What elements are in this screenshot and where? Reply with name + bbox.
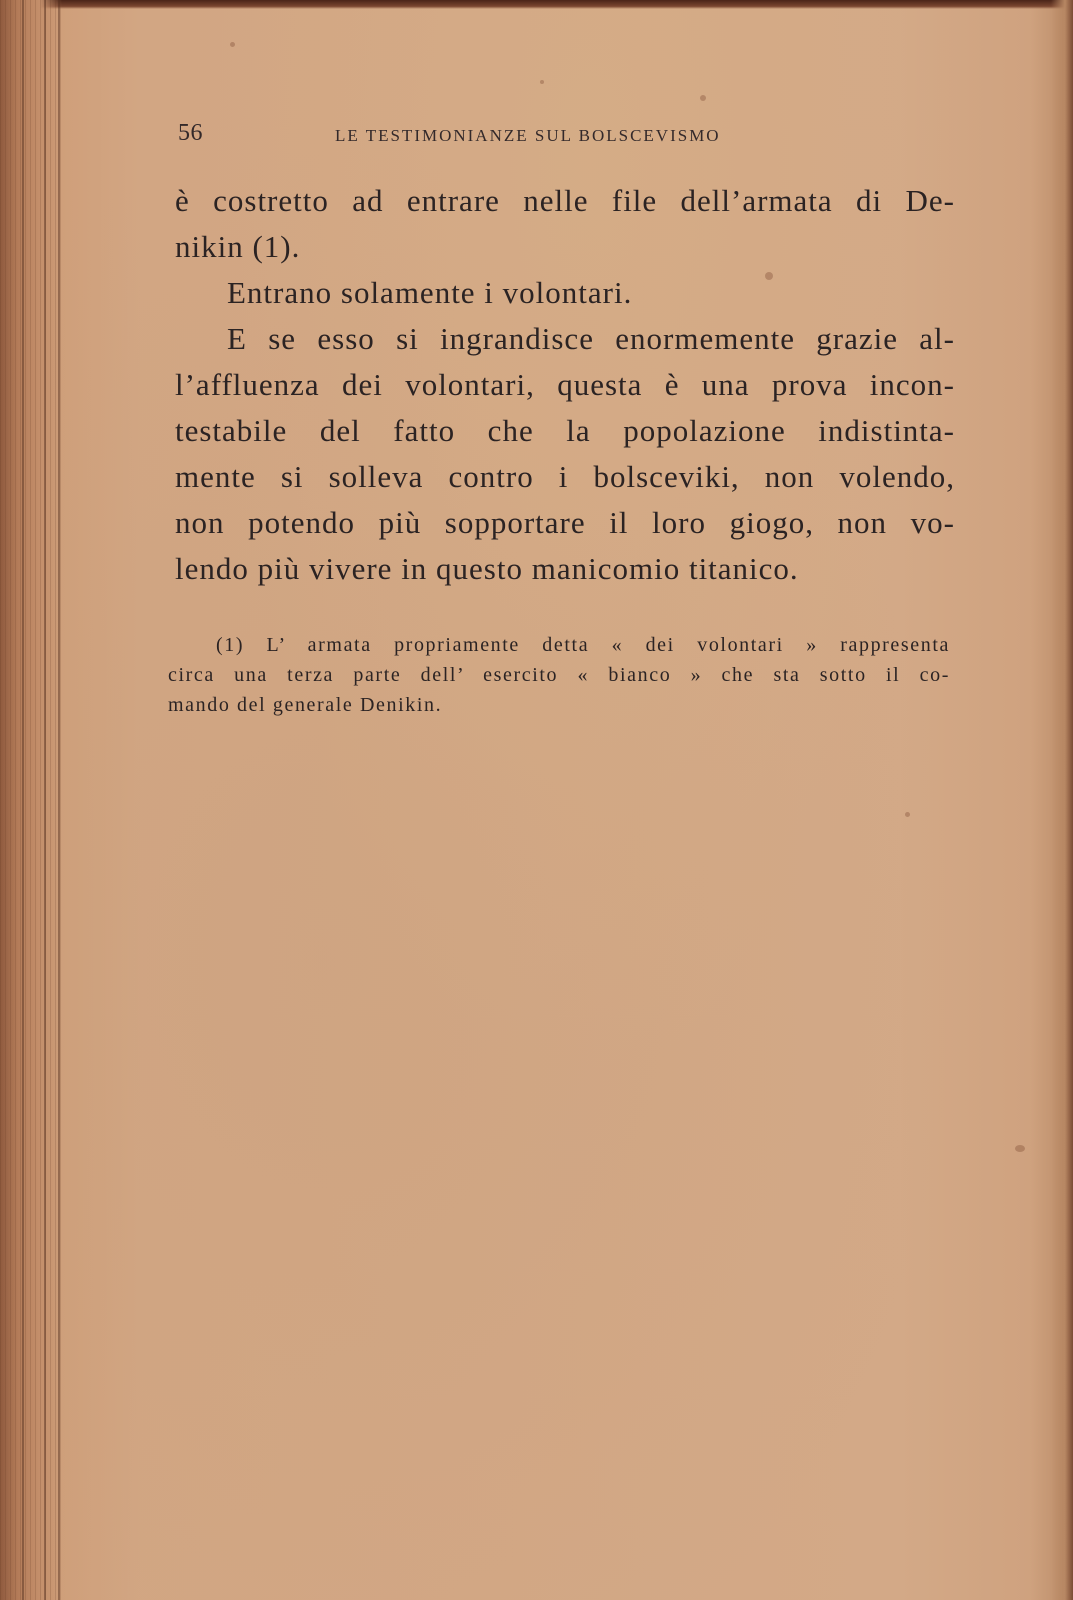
body-line: è costretto ad entrare nelle file dell’armata di De- xyxy=(175,183,955,218)
gutter-fold-line xyxy=(44,0,46,1600)
page-top-edge xyxy=(0,0,1073,9)
paper-speck xyxy=(230,42,235,47)
page-right-edge xyxy=(1051,0,1073,1600)
paper-speck xyxy=(540,80,544,84)
body-line: Entrano solamente i volontari. xyxy=(227,275,633,310)
body-line: l’affluenza dei volontari, questa è una prova incon- xyxy=(175,367,955,402)
body-paragraphs xyxy=(175,178,955,592)
paper-speck xyxy=(905,812,910,817)
paper-speck xyxy=(700,95,706,101)
body-line: mente si solleva contro i bolsceviki, non volendo, xyxy=(175,459,955,494)
running-head-title: LE TESTIMONIANZE SUL BOLSCEVISMO xyxy=(335,126,721,145)
footnote-line: circa una terza parte dell’ esercito « bianco » che sta sotto il co- xyxy=(168,664,950,686)
footnote-line: mando del generale Denikin. xyxy=(168,694,443,716)
page-number: 56 xyxy=(178,120,203,146)
footnote-line: (1) L’ armata propriamente detta « dei volontari » rappresenta xyxy=(216,634,950,656)
footnote xyxy=(168,630,950,720)
running-head xyxy=(170,120,970,150)
gutter-fold-line xyxy=(58,0,60,1600)
book-gutter xyxy=(0,0,62,1600)
body-line: lendo più vivere in questo manicomio titanico. xyxy=(175,551,799,586)
body-line: testabile del fatto che la popolazione indistinta- xyxy=(175,413,955,448)
body-line: nikin (1). xyxy=(175,229,301,264)
gutter-fold-line xyxy=(22,0,24,1600)
body-line: E se esso si ingrandisce enormemente grazie al- xyxy=(227,321,955,356)
paper-speck xyxy=(1015,1145,1025,1152)
body-line: non potendo più sopportare il loro giogo, non vo- xyxy=(175,505,955,540)
